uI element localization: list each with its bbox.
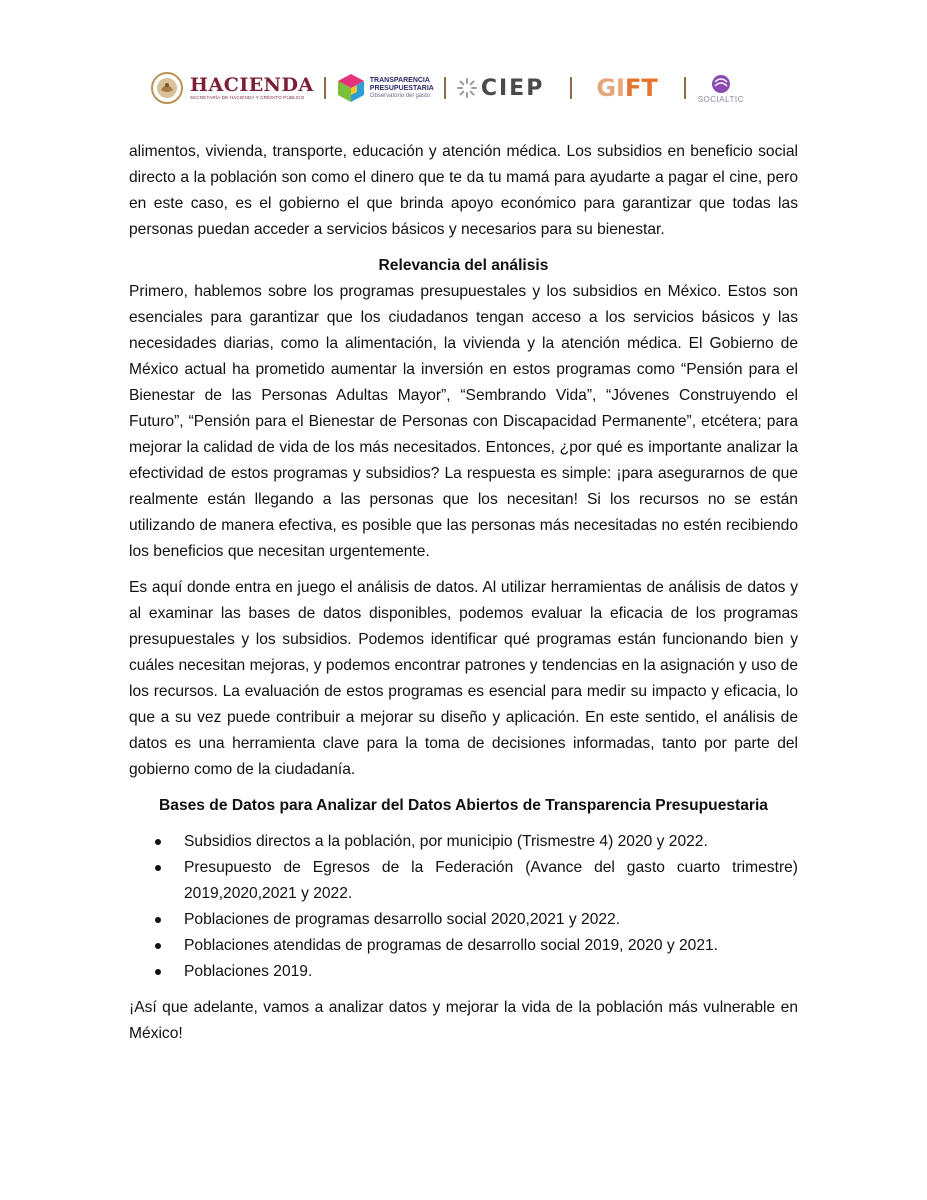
bullet-icon — [155, 865, 161, 871]
logo-divider — [570, 77, 572, 99]
bullet-icon — [155, 839, 161, 845]
relevancia-paragraph-2: Es aquí donde entra en juego el análisis de datos. Al utilizar herramientas de análisis de datos y al examinar las bases de datos disponibles, podemos evaluar la eficacia de los programas presupuestales y los subsidios. Podemos identificar qué programas están funcionando bien y cuáles necesitan mejoras, y podemos encontrar patrones y tendencias en la asignación y uso de los recursos. La evaluación de estos programas es esencial para medir su impacto y eficacia, lo que a su vez puede contribuir a mejorar su diseño y aplicación. En este sentido, el análisis de datos es una herramienta clave para la toma de decisiones informadas, tanto por parte del gobierno como de la ciudadanía. — [129, 579, 798, 778]
ciep-burst-icon — [456, 77, 478, 99]
header-logo-bar — [150, 66, 780, 110]
list-item: Poblaciones de programas desarrollo social 2020,2021 y 2022. — [129, 907, 798, 933]
gift-name-ft: FT — [624, 74, 658, 102]
hacienda-subtitle: SECRETARÍA DE HACIENDA Y CRÉDITO PÚBLICO — [190, 95, 305, 100]
logo-divider — [324, 77, 326, 99]
socialtic-logo — [698, 73, 744, 104]
intro-paragraph: alimentos, vivienda, transporte, educación y atención médica. Los subsidios en beneficio social directo a la población son como el dinero que te da tu mamá para ayudarte a pagar el cine, pero en este caso, es el gobierno el que brinda apoyo económico para garantizar que todas las personas puedan acceder a servicios básicos y necesarios para su bienestar. — [129, 143, 798, 238]
hacienda-logo — [150, 71, 314, 105]
list-item: Presupuesto de Egresos de la Federación (Avance del gasto cuarto trimestre) 2019,2020,2021 y 2022. — [129, 855, 798, 907]
transparencia-line2: PRESUPUESTARIA — [369, 84, 434, 92]
database-list — [129, 829, 798, 985]
hacienda-name: HACIENDA — [190, 74, 314, 96]
document-body — [129, 139, 798, 1047]
socialtic-swirl-icon — [709, 73, 733, 95]
section-title-relevancia: Relevancia del análisis — [378, 257, 549, 274]
transparencia-logo — [336, 72, 434, 104]
socialtic-name: SOCIALTIC — [697, 94, 744, 104]
transparencia-line1: TRANSPARENCIA — [369, 76, 430, 84]
section-title-bases-de-datos: Bases de Datos para Analizar del Datos Abiertos de Transparencia Presupuestaria — [159, 797, 768, 814]
ciep-logo — [456, 76, 544, 101]
list-item: Subsidios directos a la población, por municipio (Trismestre 4) 2020 y 2022. — [129, 829, 798, 855]
gift-logo — [596, 74, 657, 102]
logo-divider — [684, 77, 686, 99]
closing-paragraph: ¡Así que adelante, vamos a analizar datos y mejorar la vida de la población más vulnerable en México! — [129, 999, 798, 1042]
bullet-icon — [155, 943, 161, 949]
bullet-icon — [155, 969, 161, 975]
bullet-icon — [155, 917, 161, 923]
cube-icon — [336, 72, 366, 104]
transparencia-line3: Observatorio del gasto — [369, 92, 431, 99]
gift-name-gi: GI — [596, 74, 625, 102]
logo-divider — [444, 77, 446, 99]
list-item: Poblaciones atendidas de programas de desarrollo social 2019, 2020 y 2021. — [129, 933, 798, 959]
ciep-name: CIEP — [480, 75, 545, 101]
mexico-seal-icon — [150, 71, 184, 105]
relevancia-paragraph-1: Primero, hablemos sobre los programas presupuestales y los subsidios en México. Estos son esenciales para garantizar que los ciudadanos tengan acceso a los servicios básicos y las necesidades diarias, como la alimentación, la vivienda y la atención médica. El Gobierno de México actual ha prometido aumentar la inversión en estos programas como “Pensión para el Bienestar de las Personas Adultas Mayor”, “Sembrando Vida”, “Jóvenes Construyendo el Futuro”, “Pensión para el Bienestar de Personas con Discapacidad Permanente”, etcétera; para mejorar la calidad de vida de los más necesitados. Entonces, ¿por qué es importante analizar la efectividad de estos programas y subsidios? La respuesta es simple: ¡para asegurarnos de que realmente están llegando a las personas que los necesitan! Si los recursos no se están utilizando de manera efectiva, es posible que las personas más necesitadas no estén recibiendo los beneficios que necesitan urgentemente. — [129, 283, 798, 560]
list-item: Poblaciones 2019. — [129, 959, 798, 985]
